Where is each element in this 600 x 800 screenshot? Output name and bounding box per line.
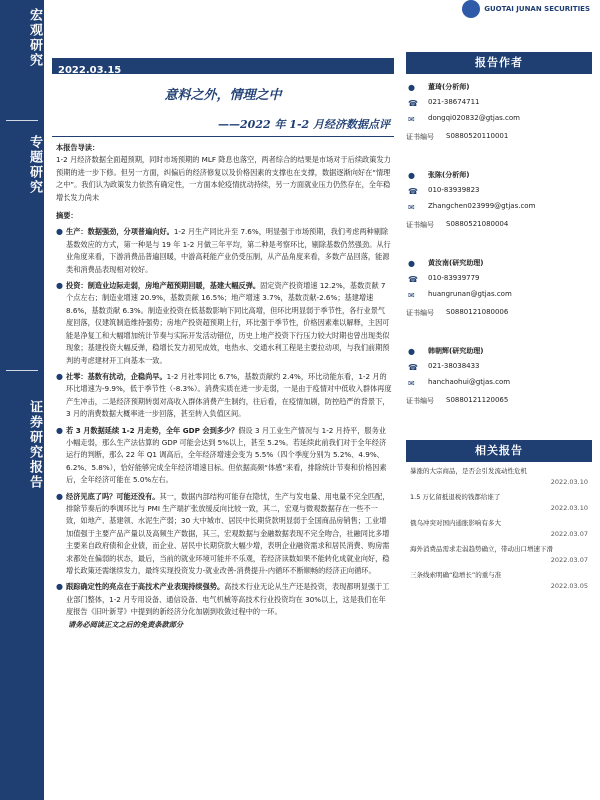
- related-header: 相关报告: [406, 440, 592, 462]
- item-text: 1-2 月社零同比 6.7%，基数贡献约 2.4%，环比动能东看，1-2 月的环比增速为-9.9%，低于季节性（-8.3%）。消费实质在进一步走弱，一是由于疫情对中低收入群体再度产生冲击，二是经济预期转弱对高收入群体消费产生制约，往后看，在疫情加剧，防控趋严的背景下，3 月的消费数据大概率进一步回落，甚至转入负值区间。: [66, 371, 392, 419]
- author-name: 黄汝南(研究助理): [428, 259, 484, 267]
- person-icon: ●: [408, 347, 415, 356]
- related-title: 三条线索明确“稳增长”的重与准: [410, 571, 502, 579]
- author-phone: 010-83939823: [428, 186, 480, 194]
- author-name: 张陈(分析师): [428, 171, 470, 179]
- author-phone: 021-38038433: [428, 362, 480, 370]
- phone-icon: ☎: [408, 363, 418, 372]
- author-card: [406, 346, 592, 426]
- mail-icon: ✉: [408, 115, 415, 124]
- summary-item: [56, 425, 392, 487]
- cert-label: 证书编号: [406, 133, 434, 141]
- item-title: 投资：制造业边际走弱，房地产超预期回暖，基建大幅反弹。: [66, 281, 261, 291]
- phone-icon: ☎: [408, 275, 418, 284]
- author-card: [406, 258, 592, 338]
- info-heading: 本报告导读：: [56, 143, 100, 152]
- mail-icon: ✉: [408, 203, 415, 212]
- related-title: 1.5 万亿留抵退税的钱都给谁了: [410, 493, 501, 501]
- item-title: 生产：数据强劲，分项普遍向好。: [66, 227, 174, 237]
- company-logo: [462, 0, 590, 18]
- cert-label: 证书编号: [406, 309, 434, 317]
- author-card: [406, 82, 592, 162]
- related-date: 2022.03.07: [550, 530, 588, 538]
- report-title: 意料之外，情理之中: [164, 88, 282, 103]
- related-date: 2022.03.10: [550, 478, 588, 486]
- person-icon: ●: [408, 259, 415, 268]
- sidebar-label-topic: 专题研究: [27, 135, 42, 195]
- sidebar-divider: [6, 370, 38, 371]
- sidebar-divider: [6, 120, 38, 121]
- summary-item: [56, 226, 392, 276]
- intro-text: 1-2 月经济数据全面超预期，同时市场预期的 MLF 降息也落空，两者综合的结果是市场对于后续政策发力预期的进一步下修。但另一方面，纠偏后的经济修复以及价格因素的支撑也在支撑，数据逐渐向好在“情理之中”。我们认为政策发力依然有确定性，一方面本轮疫情扰动持续，另一方面就业压力仍然存在，全年稳增长发力尚未: [56, 155, 391, 202]
- author-cert: S0880121080006: [446, 308, 509, 316]
- title-divider: [52, 136, 394, 137]
- author-name: 韩朝辉(研究助理): [428, 347, 484, 355]
- disclaimer-note: 请务必阅读正文之后的免责条款部分: [68, 619, 184, 629]
- related-title: 暴涨的大宗商品，是否会引发流动性危机: [410, 467, 527, 475]
- author-email[interactable]: huangrunan@gtjas.com: [428, 290, 512, 298]
- related-report[interactable]: [406, 570, 592, 592]
- author-cert: S0880121120065: [446, 396, 509, 404]
- sidebar-label-macro: 宏观研究: [27, 8, 42, 68]
- item-text: 固定资产投资增速 12.2%，基数贡献 7 个点左右；制造业增速 20.9%，基数贡献 16.5%；地产增速 3.7%，基数贡献-2.6%；基建增速 8.6%，基数贡献 6.3%。制造业投资在低基数影响下同比高增，但环比明显弱于季节性，各行业景气度回落，仅建筑制造维持强势；房地产投资超预期上行，环比强于季节性，价格因素难以解释，主因可能是净复工和大幅增加统计节奏与实际开发活动错位，历史上地产投资下行压力较大时期也曾出现类似现象；基建投资大幅反弹，稳增长发力初见成效，电热水、交通水利工程是主要拉动项，与我们前期预判的考虑建材开工向基本一致。: [66, 281, 390, 365]
- item-text: 1-2 月生产同比升至 7.6%，明显强于市场预期，我们考虑两种剔除基数效应的方式，第一种是与 19 年 1-2 月做三年平均，第二种是考察环比，剔除基数仍然强劲。从行业角度来看，下游消费品普遍回暖，中游高耗能产业仍受压制，从产品角度来看，多数产品回落，能源类和消费品表现相对较好。: [66, 227, 391, 274]
- item-title: 若 3 月数据延续 1-2 月走势，全年 GDP 会到多少？: [66, 425, 239, 435]
- related-date: 2022.03.10: [550, 504, 588, 512]
- author-phone: 021-38674711: [428, 98, 480, 106]
- left-sidebar: [0, 0, 44, 800]
- top-header: [44, 0, 600, 38]
- person-icon: ●: [408, 83, 415, 92]
- author-email[interactable]: hanchaohui@gtjas.com: [428, 378, 511, 386]
- report-date: 2022.03.15: [58, 65, 122, 76]
- related-date: 2022.03.05: [550, 582, 588, 590]
- logo-text: GUOTAI JUNAN SECURITIES: [484, 5, 590, 13]
- cert-label: 证书编号: [406, 397, 434, 405]
- author-email[interactable]: Zhangchen023999@gtjas.com: [428, 202, 536, 210]
- item-title: 跟踪确定性的亮点在于高技术产业表现持续强势。: [66, 582, 225, 592]
- related-report[interactable]: [406, 492, 592, 514]
- logo-icon: [462, 0, 480, 18]
- author-email[interactable]: dongqi020832@gtjas.com: [428, 114, 520, 122]
- phone-icon: ☎: [408, 187, 418, 196]
- sidebar-label-report: 证券研究报告: [27, 400, 42, 490]
- authors-header: 报告作者: [406, 52, 592, 74]
- cert-label: 证书编号: [406, 221, 434, 229]
- date-bar: [52, 58, 394, 74]
- summary-item: [56, 491, 392, 578]
- author-cert: S0880521080004: [446, 220, 509, 228]
- item-title: 经济见底了吗？可能还没有。: [66, 491, 160, 501]
- right-panel: [406, 52, 592, 592]
- summary-list: [56, 226, 392, 618]
- summary-item: [56, 280, 392, 367]
- related-title: 海外消费品需求走弱趋势确立，带动出口增速下滑: [410, 545, 553, 553]
- mail-icon: ✉: [408, 379, 415, 388]
- phone-icon: ☎: [408, 99, 418, 108]
- report-subtitle: ——2022 年 1-2 月经济数据点评: [218, 118, 390, 131]
- author-name: 董琦(分析师): [428, 83, 470, 91]
- summary-item: [56, 581, 392, 618]
- related-report[interactable]: [406, 544, 592, 566]
- related-report[interactable]: [406, 466, 592, 488]
- item-title: 社零：基数有扰动，企稳尚早。: [66, 371, 167, 381]
- item-text: 高技术行业无论从生产还是投资，表现都明显强于工业部门整体，1-2 月专用设备、通信设备、电气机械等高技术行业投资均在 30%以上，这是我们在年度报告《旧叶新芽》中提到的新经济分化加剧到收敛过程中的一环。: [66, 582, 390, 617]
- related-date: 2022.03.07: [550, 556, 588, 564]
- item-text: 假设 3 月工业生产情况与 1-2 月持平，服务业小幅走弱，那么生产法估算的 GDP 可能会达到 5%以上，甚至 5.2%。若延续此前我们对于全年经济运行的判断，那么 22 年 Q1 调高后，全年经济增速会变为 5.5%（四个季度分别为 5.2%、4.9%、6.2%、5.8%），恰好能够完成全年经济增速目标。但依据高频“体感”来看，排除统计节奏和价格因素后，全年经济可能在 5.0%左右。: [66, 425, 387, 485]
- author-phone: 010-83939779: [428, 274, 480, 282]
- report-body: [56, 142, 392, 631]
- related-title: 俄乌冲突对国内通胀影响有多大: [410, 519, 501, 527]
- related-report[interactable]: [406, 518, 592, 540]
- summary-heading: 摘要：: [56, 211, 78, 221]
- mail-icon: ✉: [408, 291, 415, 300]
- author-cert: S0880520110001: [446, 132, 509, 140]
- item-text: 其一，数据内部结构可能存在隐忧，生产与发电量、用电量不完全匹配，排除节奏后的季调环比与 PMI 生产端扩张放缓反向比较一致，其二，宏观与微观数据存在一些不一致，如地产、基建领、水泥生产弱；30 大中城市、居民中长期贷款明显弱于全国商品房销售；工业增加值强于主要产品产量以及高频生产数据，其三，宏观数据与金融数据表现不完全吻合，社融同比多增主要来自政府债和企业债，而企业、居民中长期贷款大幅少增，表明企业融资需求和居民消费、购房需求都处在偏弱的状态，最后，当前的就业环境可能并不乐观，若经济读数如果不能转化成就业向好，稳增长政策还需继续发力，最终实现投资发力-就业改善-消费提升-内循环不断顺畅的经济正向循环。: [66, 491, 390, 575]
- author-card: [406, 170, 592, 250]
- summary-item: [56, 371, 392, 421]
- person-icon: ●: [408, 171, 415, 180]
